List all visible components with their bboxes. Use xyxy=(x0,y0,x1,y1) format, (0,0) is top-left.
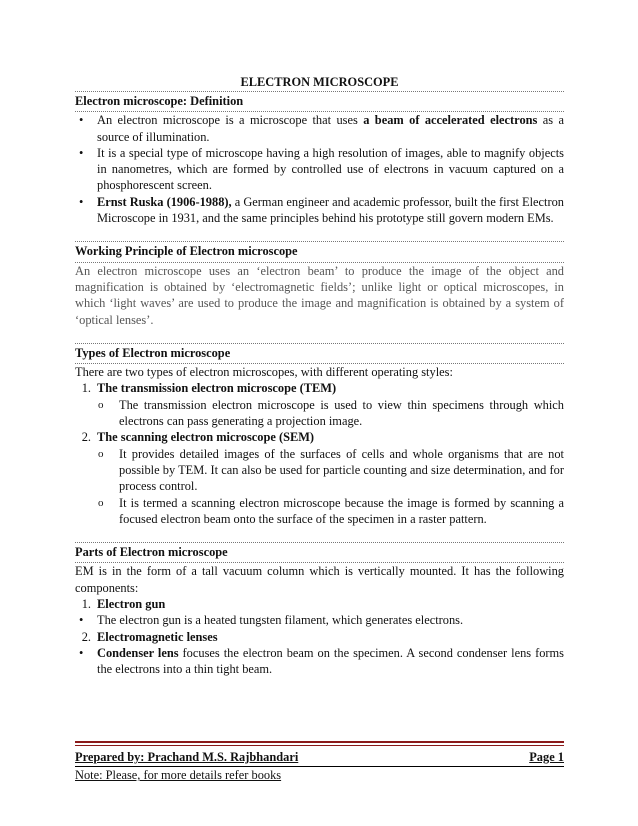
part-item-electron-gun: 1. Electron gun xyxy=(81,597,166,612)
part-item-lenses: 2. Electromagnetic lenses xyxy=(81,629,218,644)
sem-sub-item-1: o It provides detailed images of the surfaces of cells and whole organisms that are not possible by TEM. It can also be used for particle counting and size determination, and for process control. xyxy=(75,446,564,495)
section-heading-parts: Parts of Electron microscope xyxy=(75,542,564,563)
parts-intro: EM is in the form of a tall vacuum column which is vertically mounted. It has the following components: xyxy=(75,564,564,595)
prepared-by: Prepared by: Prachand M.S. Rajbhandari xyxy=(75,750,299,764)
footer-rule-thin xyxy=(75,745,564,746)
definition-bullet-3: • Ernst Ruska (1906-1988), a German engineer and academic professor, built the first Electron Microscope in 1931, and the same principles behind his prototype still govern modern EMs. xyxy=(75,194,564,227)
footer-rule-thick xyxy=(75,741,564,743)
sem-sub-item-2: o It is termed a scanning electron microscope because the image is formed by scanning a focused electron beam onto the surface of the specimen in a raster pattern. xyxy=(75,495,564,528)
page-footer xyxy=(75,741,564,784)
type-item-tem: 1. The transmission electron microscope (TEM) xyxy=(81,381,337,396)
footer-note: Note: Please, for more details refer books xyxy=(75,766,564,783)
tem-sub-item: o The transmission electron microscope is used to view thin specimens through which electrons can pass generating a projection image. xyxy=(75,397,564,430)
definition-list xyxy=(75,112,564,226)
document-title: ELECTRON MICROSCOPE xyxy=(240,75,399,89)
section-heading-working: Working Principle of Electron microscope xyxy=(75,241,564,262)
electron-gun-desc: • The electron gun is a heated tungsten filament, which generates electrons. xyxy=(75,612,564,628)
working-principle-text: An electron microscope uses an ‘electron beam’ to produce the image of the object and magnification is obtained by ‘electromagnetic fields’; unlike light or optical microscopes, in which ‘light waves’ are used to produce the image and magnification is obtained by a system of ‘optical lenses’. xyxy=(75,263,564,327)
footer-row xyxy=(75,749,564,765)
definition-bullet-2: • It is a special type of microscope having a high resolution of images, able to magnify objects in nanometres, which are formed by controlled use of electrons in vacuum captured on a phosphorescent screen. xyxy=(75,145,564,194)
section-heading-types: Types of Electron microscope xyxy=(75,343,564,364)
type-item-sem: 2. The scanning electron microscope (SEM) xyxy=(81,430,315,445)
condenser-lens-desc: • Condenser lens focuses the electron beam on the specimen. A second condenser lens forms the electrons into a thin tight beam. xyxy=(75,645,564,678)
definition-bullet-1: • An electron microscope is a microscope that uses a beam of accelerated electrons as a source of illumination. xyxy=(75,112,564,145)
types-intro: There are two types of electron microscopes, with different operating styles: xyxy=(75,365,453,380)
page-number: Page 1 xyxy=(529,750,564,764)
page-content xyxy=(75,74,564,678)
section-heading-definition: Electron microscope: Definition xyxy=(75,91,564,112)
